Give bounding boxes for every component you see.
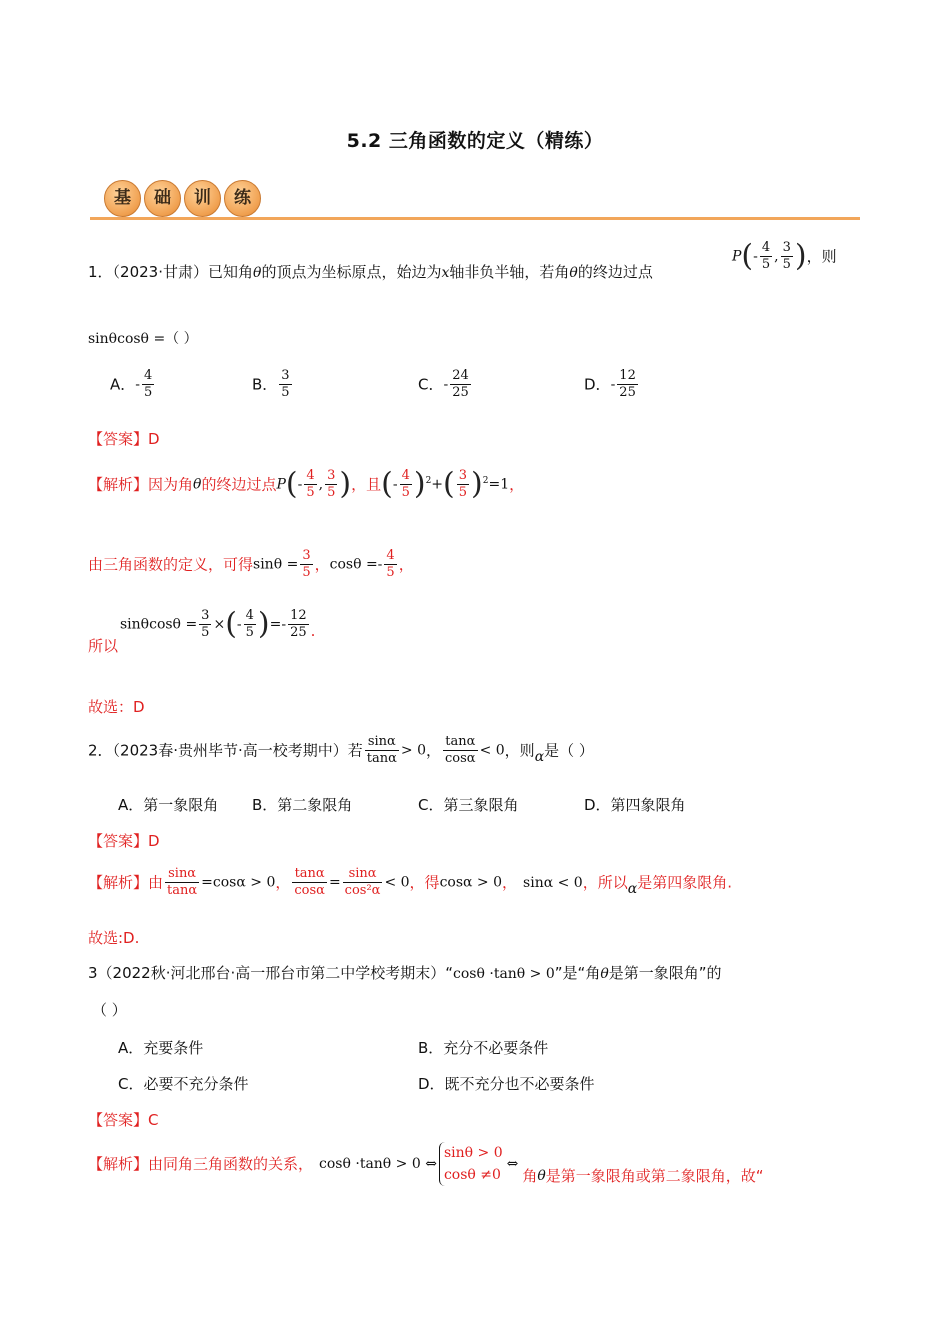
numerator: 4	[245, 608, 254, 623]
period: .	[310, 622, 316, 640]
q3-lead: 3（2022秋·河北邢台·高一邢台市第二中学校考期末）“	[88, 964, 454, 982]
numerator: 12	[290, 608, 307, 623]
denominator: cosα	[445, 751, 476, 766]
q2-option-a: A．第一象限角	[118, 796, 219, 814]
paren-close: )	[794, 238, 807, 274]
numerator: tanα	[443, 734, 478, 751]
comma: ，	[275, 873, 291, 892]
denominator: 5	[144, 385, 153, 400]
fraction	[617, 368, 638, 401]
denominator: 5	[782, 257, 791, 272]
q3-blank: （ ）	[92, 1001, 127, 1019]
system-line: sinθ > 0	[443, 1145, 503, 1161]
q1-answer: 【答案】D	[88, 430, 160, 448]
paren-open: (	[741, 238, 754, 274]
analysis-text: 因为角	[148, 475, 194, 494]
q3-option-a: A．充要条件	[118, 1039, 204, 1057]
q2-choose: 故选:D.	[88, 929, 140, 947]
numerator: tanα	[292, 866, 327, 883]
q1-option-c	[418, 368, 473, 401]
minus-sign: -	[297, 476, 303, 493]
fraction	[288, 608, 309, 641]
analysis-text: 是第一象限角或第二象限角，故“	[545, 1167, 764, 1185]
q2-analysis	[88, 866, 732, 899]
plus-sign: +	[431, 476, 444, 493]
numerator: 3	[302, 548, 311, 563]
denominator: 5	[401, 485, 410, 500]
fraction	[443, 734, 478, 767]
paren-open: (	[443, 466, 455, 502]
q1-ask	[88, 328, 198, 349]
option-sign: -	[443, 376, 449, 393]
banner-char: 础	[144, 180, 181, 217]
numerator: 12	[619, 368, 636, 383]
fraction	[781, 240, 793, 273]
q1-choose: 故选：D	[88, 698, 145, 716]
q1-lead: 1．（2023·甘肃）已知角	[88, 263, 253, 281]
inequality: < 0	[384, 874, 410, 891]
analysis-text: ，	[398, 555, 414, 574]
denominator: 5	[281, 385, 290, 400]
analysis-text: 角	[522, 1167, 538, 1185]
q2-option-c: C．第三象限角	[418, 796, 519, 814]
q3-text: 是第一象限角”的	[608, 964, 722, 982]
q3-option-d: D．既不充分也不必要条件	[418, 1075, 595, 1093]
banner-divider	[90, 217, 860, 220]
q2-lead: 2．（2023春·贵州毕节·高一校考期中）若	[88, 741, 363, 760]
denominator: 25	[452, 385, 469, 400]
analysis-label: 【解析】	[88, 873, 149, 892]
inequality: < 0	[479, 742, 505, 759]
minus-sign: -	[236, 616, 242, 633]
numerator: 3	[327, 468, 336, 483]
system-line: cosθ ≠0	[443, 1167, 501, 1183]
analysis-label: 【解析】	[88, 475, 149, 494]
fraction	[304, 468, 316, 501]
banner-char: 基	[104, 180, 141, 217]
denominator: 5	[201, 625, 210, 640]
option-label: B．	[252, 375, 278, 394]
theta-symbol: θ	[569, 265, 578, 281]
q3-text: ”是“角	[554, 964, 601, 982]
denominator: 25	[619, 385, 636, 400]
sin-expression: sinθ =	[253, 556, 299, 573]
q2-option-d: D．第四象限角	[584, 796, 686, 814]
option-sign: -	[135, 376, 140, 393]
q3-option-b: B．充分不必要条件	[418, 1039, 549, 1057]
option-label: D．	[584, 375, 611, 394]
equals-minus: =-	[269, 616, 287, 633]
denominator: 5	[386, 565, 395, 580]
numerator: 3	[201, 608, 210, 623]
minus-sign: -	[392, 476, 398, 493]
analysis-text: ，	[509, 475, 525, 494]
q1-tail: ，则	[806, 247, 837, 266]
denominator: tanα	[366, 751, 397, 766]
denominator: 25	[290, 625, 307, 640]
numerator: 4	[144, 368, 153, 383]
analysis-text: 由同角三角函数的关系，	[148, 1155, 314, 1173]
denominator: 5	[327, 485, 336, 500]
analysis-text: 由三角函数的定义，可得	[88, 555, 254, 574]
fraction	[760, 240, 772, 273]
paren-close: )	[471, 466, 483, 502]
numerator: 3	[782, 240, 791, 255]
q1-ask-text: sinθcosθ =（ ）	[88, 331, 198, 347]
square-exponent: 2	[482, 476, 489, 486]
option-label: A．	[110, 375, 136, 394]
point-label: P	[276, 476, 286, 493]
fraction	[244, 608, 256, 641]
numerator: 4	[401, 468, 410, 483]
fraction	[450, 368, 471, 401]
q2-stem	[88, 734, 594, 767]
numerator: 3	[458, 468, 468, 483]
q3-option-c: C．必要不充分条件	[118, 1075, 249, 1093]
fraction	[300, 548, 312, 581]
analysis-text: ，	[314, 555, 330, 574]
q1-stem	[88, 262, 653, 283]
paren-open: (	[381, 466, 393, 502]
numerator: sinα	[165, 866, 199, 883]
comma: ,	[318, 476, 324, 493]
fraction	[400, 468, 412, 501]
q1-option-d	[584, 368, 640, 401]
option-label: C．	[418, 375, 444, 394]
product-expression: sinθcosθ =	[120, 616, 198, 633]
q2-text: ，则	[504, 741, 535, 760]
fraction	[165, 866, 199, 899]
minus-sign: -	[753, 248, 758, 265]
fraction	[457, 468, 469, 501]
document-title: 5.2 三角函数的定义（精练）	[346, 130, 604, 152]
q1-option-a	[110, 368, 156, 401]
denominator: 5	[306, 485, 315, 500]
inequality: > 0	[400, 742, 426, 759]
q2-text: 是（ ）	[544, 741, 594, 760]
denominator: tanα	[167, 883, 198, 898]
comma: ，	[426, 741, 442, 760]
q1-analysis-line1	[88, 468, 524, 501]
q1-point	[732, 240, 837, 273]
analysis-text: 是第四象限角.	[637, 873, 732, 892]
q3-answer: 【答案】C	[88, 1111, 159, 1129]
option-sign: -	[610, 376, 616, 393]
banner-char: 训	[184, 180, 221, 217]
fraction	[279, 368, 291, 401]
paren-close: )	[257, 606, 270, 642]
fraction	[199, 608, 211, 641]
numerator: 4	[386, 548, 395, 563]
iff-symbol: ⇔	[506, 1156, 519, 1172]
comma: ，	[502, 873, 518, 892]
paren-open: (	[225, 606, 237, 642]
banner-char: 练	[224, 180, 261, 217]
cos-expression: cosθ =-	[329, 556, 383, 573]
fraction	[365, 734, 399, 767]
numerator: 24	[452, 368, 469, 383]
q1-analysis-product	[120, 608, 315, 641]
condition-sin: sinα < 0	[523, 874, 583, 891]
q2-answer: 【答案】D	[88, 832, 160, 850]
equation-result: =1	[488, 476, 510, 493]
q1-analysis-line2	[88, 548, 414, 581]
numerator: 4	[761, 240, 771, 255]
numerator: sinα	[343, 866, 383, 883]
theta-symbol: θ	[600, 966, 609, 982]
numerator: 3	[281, 368, 290, 383]
denominator: 5	[458, 485, 468, 500]
equation: =cosα > 0	[201, 874, 276, 891]
alpha-symbol: α	[534, 749, 545, 765]
q1-text: 的顶点为坐标原点，始边为	[261, 263, 442, 281]
square-exponent: 2	[425, 476, 432, 486]
fraction	[343, 866, 383, 899]
x-symbol: x	[441, 265, 450, 281]
condition-cos: cosα > 0	[439, 874, 503, 891]
analysis-text: ，且	[351, 475, 382, 494]
alpha-symbol: α	[627, 881, 638, 897]
q3-analysis	[88, 1142, 764, 1186]
fraction	[325, 468, 337, 501]
analysis-text: 由	[148, 873, 164, 892]
denominator: 5	[245, 625, 254, 640]
paren-open: (	[285, 466, 298, 502]
numerator: 4	[306, 468, 315, 483]
analysis-text: 的终边过点	[201, 475, 277, 494]
denominator: cosα	[294, 883, 325, 898]
q2-option-b: B．第二象限角	[252, 796, 353, 814]
fraction	[384, 548, 396, 581]
paren-close: )	[339, 466, 352, 502]
fraction	[292, 866, 327, 899]
system-brace	[439, 1142, 503, 1186]
denominator: cos²α	[344, 883, 381, 898]
comma: ,	[774, 248, 779, 265]
denominator: 5	[761, 257, 771, 272]
times-sign: ×	[213, 616, 226, 633]
numerator: sinα	[365, 734, 399, 751]
theta-symbol: θ	[537, 1168, 546, 1184]
analysis-text: ，所以	[582, 873, 628, 892]
q1-so: 所以	[88, 637, 119, 655]
q3-condition: cosθ ·tanθ > 0	[453, 966, 555, 982]
q1-option-b	[252, 368, 294, 401]
equals: =	[328, 874, 341, 891]
theta-symbol: θ	[253, 265, 262, 281]
theta-symbol: θ	[193, 476, 202, 493]
fraction	[142, 368, 154, 401]
analysis-text: ，得	[409, 873, 440, 892]
q1-text: 的终边过点	[577, 263, 653, 281]
point-label: P	[732, 248, 742, 265]
denominator: 5	[302, 565, 311, 580]
equivalence-expression: cosθ ·tanθ > 0 ⇔	[319, 1156, 437, 1172]
q1-text: 轴非负半轴，若角	[449, 263, 570, 281]
q3-stem	[88, 963, 722, 984]
analysis-label: 【解析】	[88, 1155, 149, 1173]
paren-close: )	[413, 466, 426, 502]
